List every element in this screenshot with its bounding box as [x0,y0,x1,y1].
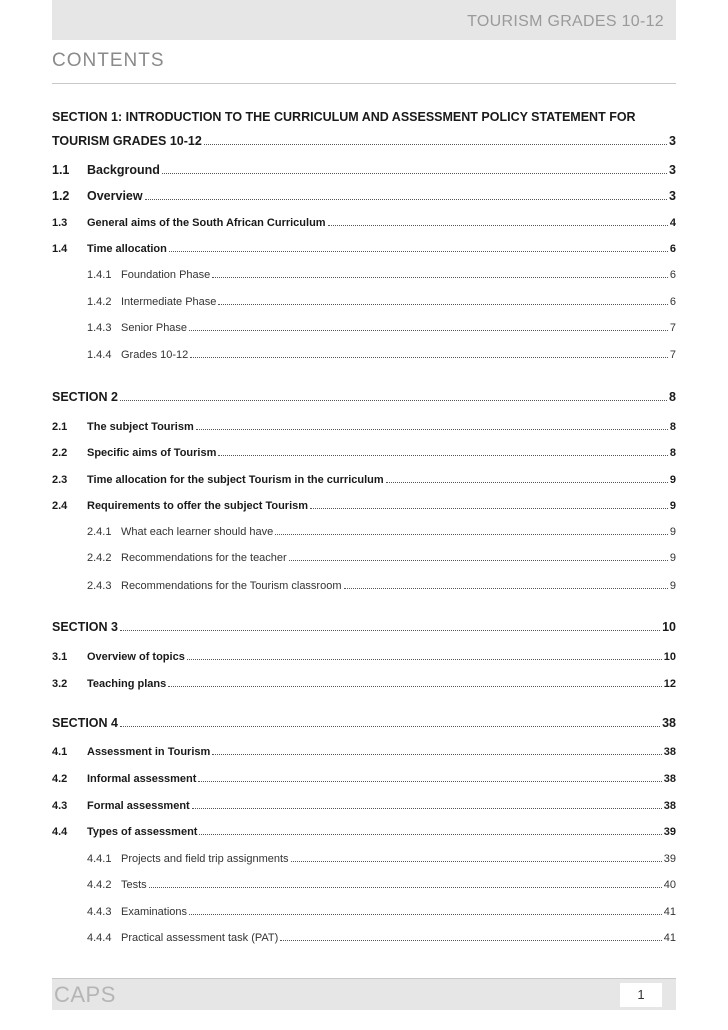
toc-label: SECTION 3 [52,620,118,634]
toc-page: 10 [663,651,676,663]
toc-entry-section[interactable] [52,620,676,634]
toc-subentry[interactable] [52,552,676,564]
toc-page: 38 [663,773,676,785]
toc-page: 10 [662,620,676,634]
toc-entry[interactable] [52,826,676,838]
toc-number: 1.1 [52,163,70,177]
dot-leader [187,658,662,660]
toc-subentry[interactable] [52,580,676,592]
dot-leader [168,685,661,687]
toc-page: 38 [663,746,676,758]
dot-leader [310,507,668,509]
toc-label: Foundation Phase [121,269,211,281]
toc-number: 4.1 [52,746,68,758]
dot-leader [149,886,662,888]
dot-leader [190,356,668,358]
section1-heading-line1[interactable]: SECTION 1: INTRODUCTION TO THE CURRICULUM AND ASSESSMENT POLICY STATEMENT FOR [52,110,636,124]
toc-page: 7 [669,349,676,361]
toc-number: 2.4 [52,500,68,512]
toc-page: 3 [669,189,676,203]
toc-page: 9 [669,552,676,564]
dot-leader [189,913,662,915]
toc-label: The subject Tourism [87,421,194,433]
toc-number: 4.4.4 [87,932,112,944]
toc-label: Projects and field trip assignments [121,853,289,865]
toc-number: 1.4.4 [87,349,112,361]
toc-page: 39 [663,826,676,838]
toc-label: Overview of topics [87,651,185,663]
toc-page: 41 [663,932,676,944]
toc-number: 1.3 [52,217,68,229]
dot-leader [192,807,662,809]
toc-label: Assessment in Tourism [87,746,211,758]
dot-leader [199,833,661,835]
toc-label: Recommendations for the Tourism classroom [121,580,342,592]
toc-number: 4.3 [52,800,68,812]
footer-band [52,978,676,1010]
toc-number: 3.2 [52,678,68,690]
toc-label: Overview [87,189,143,203]
toc-entry[interactable] [52,651,676,663]
toc-number: 1.4.3 [87,322,112,334]
toc-page: 6 [669,296,676,308]
toc-label: Tests [121,879,147,891]
toc-label: Teaching plans [87,678,167,690]
dot-leader [120,725,660,727]
toc-entry[interactable] [52,773,676,785]
toc-label: Time allocation [87,243,167,255]
toc-entry[interactable] [52,217,676,229]
toc-subentry[interactable] [52,906,676,918]
page-number: 1 [620,983,662,1007]
toc-subentry[interactable] [52,932,676,944]
dot-leader [145,198,667,200]
footer-brand: CAPS [54,982,116,1007]
toc-number: 1.4 [52,243,68,255]
toc-number: 1.4.1 [87,269,112,281]
toc-page: 3 [669,134,676,148]
toc-subentry[interactable] [52,269,676,281]
toc-number: 4.4.1 [87,853,112,865]
toc-number: 4.4.2 [87,879,112,891]
toc-entry[interactable] [52,800,676,812]
dot-leader [275,533,668,535]
dot-leader [291,860,662,862]
dot-leader [218,454,667,456]
toc-label: Informal assessment [87,773,197,785]
dot-leader [289,559,668,561]
toc-page: 8 [669,447,676,459]
toc-entry[interactable] [52,746,676,758]
toc-entry[interactable] [52,678,676,690]
toc-number: 4.4.3 [87,906,112,918]
dot-leader [162,172,667,174]
toc-entry[interactable] [52,421,676,433]
toc-subentry[interactable] [52,349,676,361]
toc-entry-section1[interactable] [52,134,676,148]
toc-label: Senior Phase [121,322,188,334]
toc-subentry[interactable] [52,879,676,891]
toc-page: 9 [669,474,676,486]
toc-entry[interactable] [52,189,676,203]
toc-number: 2.4.2 [87,552,112,564]
toc-label: Specific aims of Tourism [87,447,217,459]
toc-label: SECTION 2 [52,390,118,404]
toc-number: 2.1 [52,421,68,433]
toc-page: 6 [669,243,676,255]
toc-page: 38 [663,800,676,812]
toc-subentry[interactable] [52,853,676,865]
toc-label: Practical assessment task (PAT) [121,932,279,944]
toc-page: 40 [663,879,676,891]
toc-entry-section[interactable] [52,390,676,404]
toc-page: 3 [669,163,676,177]
toc-entry[interactable] [52,163,676,177]
toc-page: 38 [662,716,676,730]
toc-number: 1.2 [52,189,70,203]
dot-leader [189,329,668,331]
toc-label: Grades 10-12 [121,349,189,361]
toc-subentry[interactable] [52,296,676,308]
dot-leader [280,939,661,941]
toc-number: 2.4.1 [87,526,112,538]
toc-entry[interactable] [52,447,676,459]
dot-leader [169,250,668,252]
toc-page: 7 [669,322,676,334]
dot-leader [212,753,661,755]
toc-label: SECTION 4 [52,716,118,730]
toc-number: 1.4.2 [87,296,112,308]
toc-label: Time allocation for the subject Tourism in the curriculum [87,474,384,486]
toc-subentry[interactable] [52,322,676,334]
toc-number: 3.1 [52,651,68,663]
dot-leader [212,276,668,278]
toc-label: Examinations [121,906,188,918]
divider [52,83,676,84]
toc-subentry[interactable] [52,526,676,538]
toc-page: 9 [669,580,676,592]
dot-leader [198,780,661,782]
toc-page: 12 [663,678,676,690]
toc-label: General aims of the South African Curriculum [87,217,326,229]
toc-number: 4.2 [52,773,68,785]
toc-page: 4 [669,217,676,229]
dot-leader [344,587,668,589]
dot-leader [204,143,667,145]
toc-label: Intermediate Phase [121,296,217,308]
toc-label: What each learner should have [121,526,274,538]
toc-entry[interactable] [52,243,676,255]
toc-page: 9 [669,500,676,512]
toc-page: 8 [669,390,676,404]
toc-label: Background [87,163,160,177]
toc-label: Formal assessment [87,800,190,812]
toc-number: 4.4 [52,826,68,838]
dot-leader [386,481,668,483]
dot-leader [218,303,667,305]
toc-number: 2.3 [52,474,68,486]
toc-page: 41 [663,906,676,918]
dot-leader [120,629,660,631]
toc-page: 39 [663,853,676,865]
contents-title: CONTENTS [52,50,165,71]
dot-leader [120,399,667,401]
header-band [52,0,676,40]
toc-number: 2.4.3 [87,580,112,592]
toc-label: Types of assessment [87,826,198,838]
dot-leader [196,428,668,430]
toc-label: Requirements to offer the subject Tourism [87,500,309,512]
toc-label: TOURISM GRADES 10-12 [52,134,202,148]
toc-entry[interactable] [52,474,676,486]
dot-leader [328,224,668,226]
header-title: TOURISM GRADES 10-12 [467,13,664,30]
toc-entry[interactable] [52,500,676,512]
toc-label: Recommendations for the teacher [121,552,287,564]
toc-number: 2.2 [52,447,68,459]
toc-entry-section[interactable] [52,716,676,730]
toc-page: 9 [669,526,676,538]
toc-page: 8 [669,421,676,433]
toc-page: 6 [669,269,676,281]
